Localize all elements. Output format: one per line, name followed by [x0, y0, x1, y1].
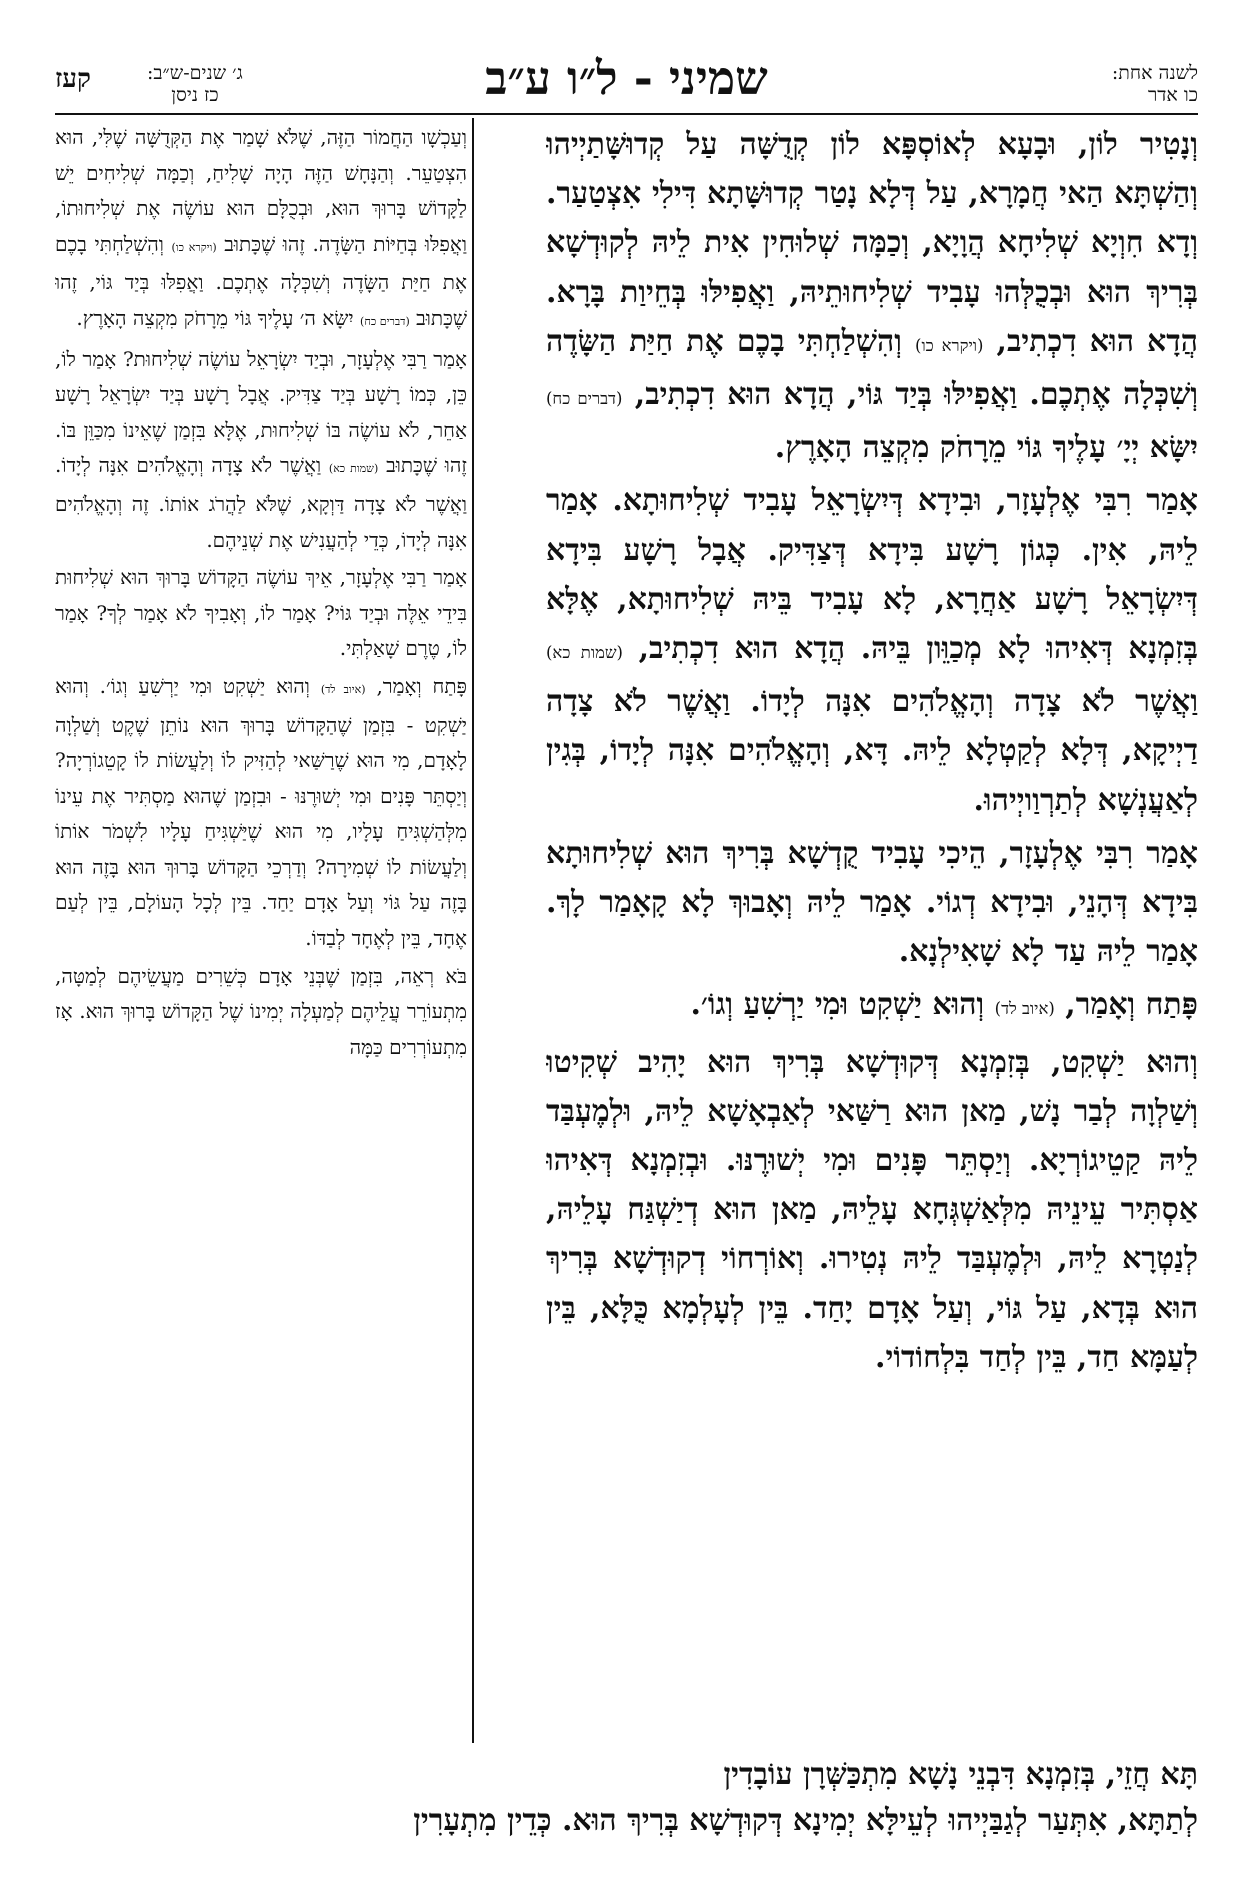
- verse-reference: (דברים כח): [360, 314, 410, 328]
- one-year-date: כו אדר: [1147, 84, 1198, 106]
- main-text: יִשָּׂא יְיָ׳ עָלֶיךָ גּוֹי מֵרָחֹק מִקְצֵה הָאָרֶץ.: [774, 430, 1198, 466]
- main-text: וְנָטִיר לוֹן, וּבָעָא לְאוֹסְפָּא לוֹן קְדֻשָּׁה עַל קְדוּשָּׁתַיְיהוּ וְהַשְׁתָּא הַאי חֲמָרָא, עַל דְּלָא נָטַר קְדוּשָּׁתָא דִּילִי אִצְטַעַר. וְדָא חִוְיָא שְׁלִיחָא הֲוָיָא, וְכַמָּה שְׁלוּחִין אִית לֵיהּ לְקוּדְשָׁא בְּרִיךְ הוּא וּבְכֻלְּהוּ עָבִיד שְׁלִיחוּתֵיהּ, וַאֲפִילּוּ בְּחֵיוַת בָּרָא. הֲדָא הוּא דִכְתִיב,: [546, 127, 1198, 359]
- verse-reference: (איוב לד): [320, 682, 366, 696]
- side-paragraph: בֹּא רְאֵה, בִּזְמַן שֶׁבְּנֵי אָדָם כְּשֵׁרִים מַעֲשֵׂיהֶם לְמַטָּה, מִתְעוֹרֵר עֲלֵיהֶם לְמַעְלָה יְמִינוֹ שֶׁל הַקָּדוֹשׁ בָּרוּךְ הוּא. אָז מִתְעוֹרְרִים כַּמָּה: [55, 963, 467, 1059]
- side-paragraph: [55, 342, 467, 559]
- main-paragraph: [546, 980, 1198, 1033]
- hebrew-translation-column: [55, 120, 467, 1745]
- main-text: וַאֲשֶׁר לֹא צָדָה וְהָאֱלֹהִים אִנָּה לְיָדוֹ. וַאֲשֶׁר לֹא צָדָה דַיְיקָא, דְּלָא לְקַטְלָא לֵיהּ. דָּא, וְהָאֱלֹהִים אִנָּה לְיָדוֹ, בְּגִין לְאַעֲנְשָׁא לְתַרְוַויְיהוּ.: [546, 684, 1198, 818]
- main-paragraph: וְהוּא יַשְׁקִט, בְּזִמְנָא דְּקוּדְשָׁא בְּרִיךְ הוּא יָהִיב שְׁקִיטוּ וְשַׁלְוָה לְבַר נָשׁ, מַאן הוּא רַשַּׁאי לְאַבְאָשָׁא לֵיהּ, וּלְמֶעְבַּד לֵיהּ קַטֵיגוֹרְיָא. וְיַסְתֵּר פָּנִים וּמִי יְשׁוּרֶנּוּ. וּבְזִמְנָא דְּאִיהוּ אַסְתִּיר עֵינֵיהּ מִלְּאַשְׁגְּחָא עָלֵיהּ, מַאן הוּא דְיַשְׁגַּח עָלֵיהּ, לְנַטְרָא לֵיהּ, וּלְמֶעְבַּד לֵיהּ נְטִירוּ. וְאוֹרְחוֹי דְקוּדְשָׁא בְּרִיךְ הוּא בְּדָא, עַל גּוֹי, וְעַל אָדָם יָחַד. בֵּין לְעָלְמָא כֻּלָּא, בֵּין לְעַמָּא חַד, בֵּין לְחַד בִּלְחוֹדוֹי.: [546, 1044, 1198, 1375]
- full-width-closing-lines: [55, 1752, 1198, 1844]
- header-rule: [55, 113, 1198, 115]
- verse-reference: (שמות כא): [328, 462, 379, 476]
- side-text: יִשָּׂא ה׳ עָלֶיךָ גּוֹי מֵרָחֹק מִקְצֵה הָאָרֶץ.: [76, 305, 354, 330]
- side-text: פָּתַח וְאָמַר,: [376, 673, 467, 698]
- page-number: קעז: [55, 64, 91, 94]
- side-text: וְהִשְׁלַחְתִּי בָכֶם אֶת חַיַּת הַשָּׂדֶה וְשִׁכְּלָה אֶתְכֶם. וַאֲפִלּוּ בְּיַד גּוֹי, זֶהוּ שֶׁכָּתוּב: [55, 231, 467, 330]
- three-year-date: כז ניסן: [171, 84, 219, 106]
- closing-line: תָּא חֲזֵי, בְּזִמְנָא דִּבְנֵי נָשָׁא מִתְכַּשְּׁרָן עוֹבָדִין: [723, 1757, 1198, 1792]
- side-paragraph: אָמַר רַבִּי אֶלְעָזָר, אֵיךְ עוֹשֶׂה הַקָּדוֹשׁ בָּרוּךְ הוּא שְׁלִיחוּת בִּידֵי אֵלֶּה וּבְיַד גּוֹי? אָמַר לוֹ, וְאָבִיךָ לֹא אָמַר לְךָ? אָמַר לוֹ, טֶרֶם שָׁאַלְתִּי.: [55, 565, 467, 661]
- main-text: וְהוּא יַשְׁקִט וּמִי יַרְשִׁעַ וְגוֹ׳.: [690, 987, 985, 1023]
- main-paragraph: [546, 120, 1198, 472]
- verse-reference: (דברים כח): [546, 389, 623, 409]
- column-divider: [472, 118, 474, 1743]
- verse-reference: (ויקרא כו): [915, 335, 984, 355]
- closing-line: לְתַתָּא, אִתְּעַר לְגַבַּיְיהוּ לְעֵילָּא יְמִינָא דְּקוּדְשָׁא בְּרִיךְ הוּא. כְּדֵין מִתְעָרִין: [413, 1803, 1198, 1838]
- main-text: וְהִשְׁלַחְתִּי בָכֶם אֶת חַיַּת הַשָּׂדֶה וְשִׁכְּלָה אֶתְכֶם. וַאֲפִילּוּ בְּיַד גּוֹי, הֲדָא הוּא דִכְתִיב,: [546, 323, 1198, 413]
- verse-reference: (שמות כא): [546, 643, 623, 663]
- main-text: אָמַר רִבִּי אֶלְעָזָר, וּבִידָא דְּיִשְׂרָאֵל עָבִיד שְׁלִיחוּתָא. אָמַר לֵיהּ, אִין. כְּגוֹן רָשָׁע בִּידָא דְּצַדִּיק. אֲבָל רָשָׁע בִּידָא דְּיִשְׂרָאֵל רָשָׁע אַחֲרָא, לָא עָבִיד בֵּיהּ שְׁלִיחוּתָא, אֶלָּא בְּזִמְנָא דְּאִיהוּ לָא מְכַוֵּון בֵּיהּ. הֲדָא הוּא דִכְתִיב,: [546, 483, 1198, 667]
- verse-reference: (איוב לד): [994, 999, 1055, 1019]
- side-paragraph: [55, 669, 467, 957]
- main-text: פָּתַח וְאָמַר,: [1065, 987, 1198, 1023]
- aramaic-text-column: [546, 120, 1198, 1750]
- main-paragraph: אָמַר רִבִּי אֶלְעָזָר, הֵיכִי עָבִיד קֻדְשָׁא בְּרִיךְ הוּא שְׁלִיחוּתָא בִּידָא דְּהָנֵי, וּבִידָא דְגוֹי. אָמַר לֵיהּ וְאָבוּךְ לָא קָאָמַר לָךְ. אָמַר לֵיהּ עַד לָא שָׁאִילְנָא.: [546, 835, 1198, 970]
- side-text: וַאֲשֶׁר לֹא צָדָה וְהָאֱלֹהִים אִנָּה לְיָדוֹ. וַאֲשֶׁר לֹא צָדָה דַּוְקָא, שֶׁלֹּא לַהֲרֹג אוֹתוֹ. זֶה וְהָאֱלֹהִים אִנָּה לְיָדוֹ, כְּדֵי לְהַעֲנִישׁ אֶת שְׁנֵיהֶם.: [55, 453, 467, 552]
- side-paragraph: [55, 120, 467, 340]
- side-text: אָמַר רַבִּי אֶלְעָזָר, וּבְיַד יִשְׂרָאֵל עוֹשֶׂה שְׁלִיחוּת? אָמַר לוֹ, כֵּן, כְּמוֹ רָשָׁע בְּיַד צַדִּיק. אֲבָל רָשָׁע בְּיַד יִשְׂרָאֵל רָשָׁע אַחֵר, לֹא עוֹשֶׂה בּוֹ שְׁלִיחוּת, אֶלָּא בִּזְמַן שֶׁאֵינוֹ מִכַּוֵּן בּוֹ. זֶהוּ שֶׁכָּתוּב: [55, 346, 467, 478]
- one-year-label: לשנה אחת:: [1111, 62, 1198, 84]
- page-header: [55, 44, 1198, 114]
- side-text: וְעַכְשָׁו הַחֲמוֹר הַזֶּה, שֶׁלֹּא שָׁמַר אֶת הַקְּדֻשָּׁה שֶׁלִּי, הוּא הִצְטַעֵר. וְהַנָּחָשׁ הַזֶּה הָיָה שָׁלִיחַ, וְכַמָּה שְׁלִיחִים יֵשׁ לַקָּדוֹשׁ בָּרוּךְ הוּא, וּבְכֻלָּם הוּא עוֹשֶׂה אֶת שְׁלִיחוּתוֹ, וַאֲפִלּוּ בְּחַיּוֹת הַשָּׂדֶה. זֶהוּ שֶׁכָּתוּב: [55, 125, 467, 256]
- page-title: שמיני - ל״ו ע״ב: [485, 51, 768, 105]
- three-year-label: ג׳ שנים-ש״ב:: [147, 62, 243, 84]
- main-paragraph: [546, 476, 1198, 824]
- side-text: וְהוּא יַשְׁקִט וּמִי יַרְשִׁעַ וְגוֹ׳. וְהוּא יַשְׁקִט - בִּזְמַן שֶׁהַקָּדוֹשׁ בָּרוּךְ הוּא נוֹתֵן שֶׁקֶט וְשַׁלְוָה לָאָדָם, מִי הוּא שֶׁרַשַּׁאי לְהַזִּיק לוֹ וְלַעֲשׂוֹת לוֹ קָטֵגוֹרְיָה? וְיַסְתֵּר פָּנִים וּמִי יְשׁוּרֶנּוּ - וּבִזְמַן שֶׁהוּא מַסְתִּיר אֶת עֵינוֹ מִלְּהַשְׁגִּיחַ עָלָיו, מִי הוּא שֶׁיַּשְׁגִּיחַ עָלָיו לִשְׁמֹר אוֹתוֹ וְלַעֲשׂוֹת לוֹ שְׁמִירָה? וְדַרְכֵי הַקָּדוֹשׁ בָּרוּךְ הוּא בָּזֶה הוּא בָּזֶה עַל גּוֹי וְעַל אָדָם יַחַד. בֵּין לְכָל הָעוֹלָם, בֵּין לְעַם אֶחָד, בֵּין לְאֶחָד לְבַדּוֹ.: [55, 673, 467, 951]
- three-year-schedule: [147, 62, 243, 106]
- verse-reference: (ויקרא כו): [171, 240, 217, 254]
